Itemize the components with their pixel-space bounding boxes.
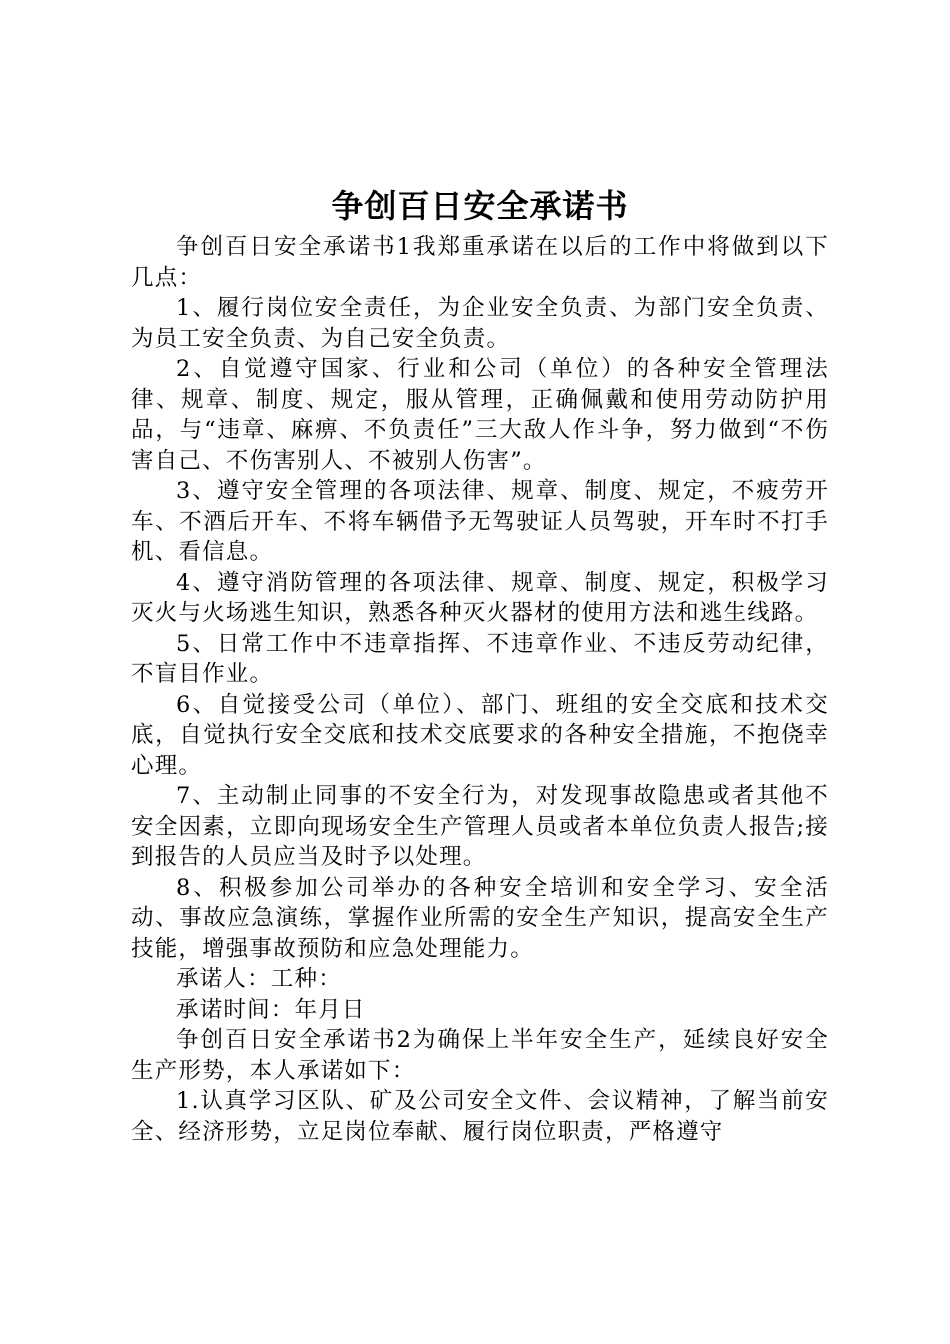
date-line: 承诺时间：年月日 bbox=[176, 996, 366, 1023]
pledge-item-4: 4、遵守消防管理的各项法律、规章、制度、规定，积极学习灭火与火场逃生知识，熟悉各种灭火器材的使用方法和逃生线路。 bbox=[131, 569, 829, 626]
pledge-item-1: 1、履行岗位安全责任，为企业安全负责、为部门安全负责、为员工安全负责、为自己安全负责。 bbox=[131, 295, 829, 352]
pledge-item-2: 2、自觉遵守国家、行业和公司（单位）的各种安全管理法律、规章、制度、规定，服从管理，正确佩戴和使用劳动防护用品，与“违章、麻痹、不负责任”三大敌人作斗争，努力做到“不伤害自己、不伤害别人、不被别人伤害”。 bbox=[131, 356, 829, 474]
intro-paragraph: 争创百日安全承诺书1我郑重承诺在以后的工作中将做到以下几点： bbox=[131, 234, 829, 291]
signature-line: 承诺人：工种： bbox=[176, 966, 342, 992]
second-pledge-item-1: 1.认真学习区队、矿及公司安全文件、会议精神，了解当前安全、经济形势，立足岗位奉献、履行岗位职责，严格遵守 bbox=[131, 1088, 829, 1145]
pledge-item-8: 8、积极参加公司举办的各种安全培训和安全学习、安全活动、事故应急演练，掌握作业所需的安全生产知识，提高安全生产技能，增强事故预防和应急处理能力。 bbox=[131, 874, 829, 962]
pledge-item-7: 7、主动制止同事的不安全行为，对发现事故隐患或者其他不安全因素，立即向现场安全生产管理人员或者本单位负责人报告;接到报告的人员应当及时予以处理。 bbox=[131, 783, 829, 870]
pledge-item-6: 6、自觉接受公司（单位）、部门、班组的安全交底和技术交底，自觉执行安全交底和技术交底要求的各种安全措施，不抱侥幸心理。 bbox=[131, 691, 829, 779]
document-title: 争创百日安全承诺书 bbox=[331, 187, 629, 225]
pledge-item-5: 5、日常工作中不违章指挥、不违章作业、不违反劳动纪律，不盲目作业。 bbox=[131, 630, 829, 687]
document-page bbox=[131, 180, 829, 1147]
second-pledge-intro: 争创百日安全承诺书2为确保上半年安全生产，延续良好安全生产形势，本人承诺如下： bbox=[131, 1027, 829, 1084]
pledge-item-3: 3、遵守安全管理的各项法律、规章、制度、规定，不疲劳开车、不酒后开车、不将车辆借予无驾驶证人员驾驶，开车时不打手机、看信息。 bbox=[131, 478, 829, 565]
